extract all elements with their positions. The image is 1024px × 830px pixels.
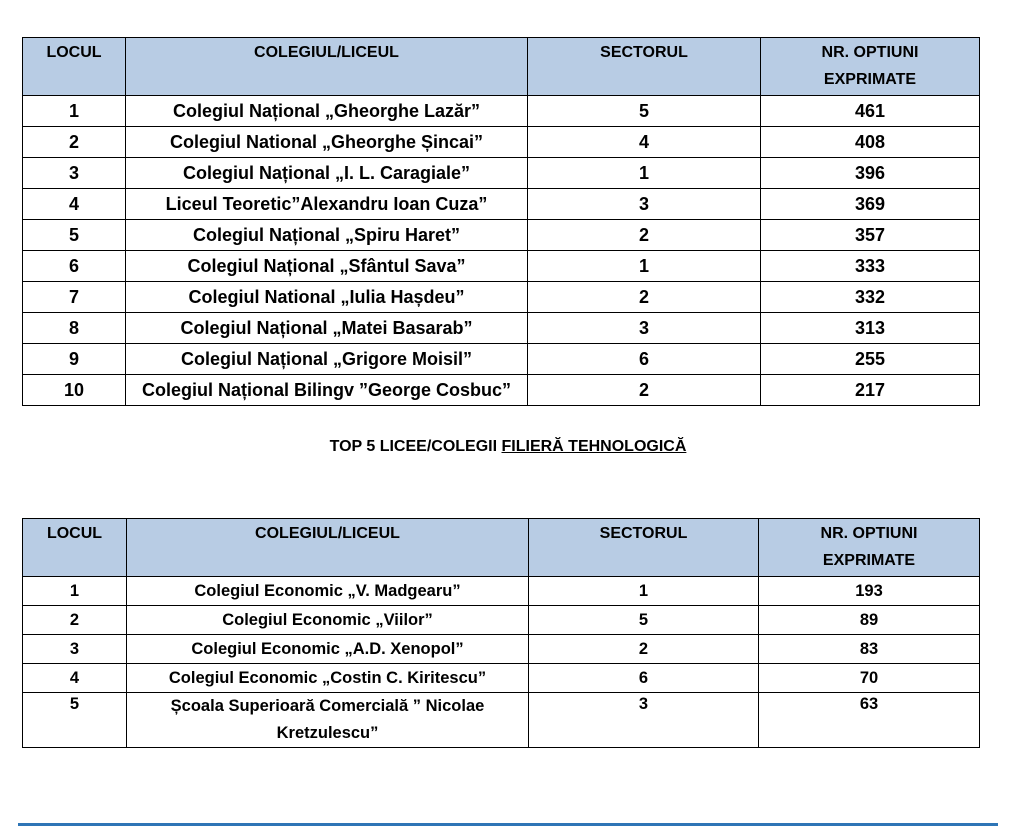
header-school: COLEGIUL/LICEUL	[126, 38, 528, 96]
school-cell: Colegiul Național „Sfântul Sava”	[126, 251, 528, 282]
sector-cell: 4	[528, 127, 761, 158]
school-cell: Colegiul Național Bilingv ”George Cosbuc”	[126, 375, 528, 406]
header-school: COLEGIUL/LICEUL	[127, 519, 529, 577]
school-cell: Colegiul Economic „Viilor”	[127, 606, 529, 635]
table-row	[23, 635, 980, 664]
school-line1: Școala Superioară Comercială ” Nicolae	[170, 697, 485, 715]
options-cell: 357	[761, 220, 980, 251]
rank-cell: 5	[23, 220, 126, 251]
school-cell: Colegiul Național „Gheorghe Lazăr”	[126, 96, 528, 127]
school-cell: Colegiul National „Iulia Hașdeu”	[126, 282, 528, 313]
section-heading	[0, 438, 1016, 456]
rank-cell: 1	[23, 577, 127, 606]
school-cell: Colegiul Economic „V. Madgearu”	[127, 577, 529, 606]
table-row	[23, 577, 980, 606]
top-5-technological-schools-table	[22, 518, 980, 748]
options-cell: 408	[761, 127, 980, 158]
school-cell: Colegiul Economic „A.D. Xenopol”	[127, 635, 529, 664]
header-rank: LOCUL	[23, 519, 127, 577]
heading-underlined: FILIERĂ TEHNOLOGICĂ	[501, 438, 687, 455]
options-cell: 89	[759, 606, 980, 635]
table-header-row	[23, 38, 980, 96]
school-cell: Colegiul Economic „Costin C. Kiritescu”	[127, 664, 529, 693]
school-line2: Kretzulescu”	[276, 724, 379, 742]
options-cell: 193	[759, 577, 980, 606]
header-options	[761, 38, 980, 96]
footer-divider	[18, 823, 998, 826]
school-cell: Colegiul Național „Spiru Haret”	[126, 220, 528, 251]
sector-cell: 5	[529, 606, 759, 635]
options-cell: 332	[761, 282, 980, 313]
table-row	[23, 96, 980, 127]
table-row	[23, 189, 980, 220]
rank-cell: 6	[23, 251, 126, 282]
options-cell: 70	[759, 664, 980, 693]
school-cell: Colegiul Național „Grigore Moisil”	[126, 344, 528, 375]
school-cell: Colegiul National „Gheorghe Șincai”	[126, 127, 528, 158]
table-row	[23, 282, 980, 313]
table-row	[23, 313, 980, 344]
sector-cell: 1	[528, 158, 761, 189]
header-sector: SECTORUL	[528, 38, 761, 96]
top-10-schools-table	[22, 37, 980, 406]
header-options	[759, 519, 980, 577]
sector-cell: 2	[529, 635, 759, 664]
sector-cell: 3	[528, 189, 761, 220]
rank-cell: 7	[23, 282, 126, 313]
header-options-line2: EXPRIMATE	[822, 552, 916, 569]
rank-cell: 3	[23, 635, 127, 664]
rank-cell: 1	[23, 96, 126, 127]
options-cell: 333	[761, 251, 980, 282]
header-options-line1: NR. OPTIUNI	[820, 525, 918, 542]
school-cell	[127, 693, 529, 748]
sector-cell: 2	[528, 220, 761, 251]
rank-cell: 4	[23, 189, 126, 220]
rank-cell: 2	[23, 127, 126, 158]
rank-cell: 4	[23, 664, 127, 693]
rank-cell: 3	[23, 158, 126, 189]
sector-cell: 1	[528, 251, 761, 282]
options-cell: 396	[761, 158, 980, 189]
rank-cell: 5	[23, 693, 127, 748]
sector-cell: 6	[528, 344, 761, 375]
rank-cell: 2	[23, 606, 127, 635]
header-options-line2: EXPRIMATE	[823, 71, 917, 88]
rank-cell: 8	[23, 313, 126, 344]
table-row	[23, 606, 980, 635]
header-sector: SECTORUL	[529, 519, 759, 577]
table-row	[23, 664, 980, 693]
header-options-line1: NR. OPTIUNI	[821, 44, 919, 61]
options-cell: 83	[759, 635, 980, 664]
school-cell: Colegiul Național „Matei Basarab”	[126, 313, 528, 344]
sector-cell: 2	[528, 282, 761, 313]
table-row	[23, 127, 980, 158]
table-row	[23, 693, 980, 748]
table-row	[23, 375, 980, 406]
sector-cell: 5	[528, 96, 761, 127]
options-cell: 369	[761, 189, 980, 220]
table-row	[23, 220, 980, 251]
options-cell: 63	[759, 693, 980, 748]
table-row	[23, 344, 980, 375]
school-cell: Liceul Teoretic”Alexandru Ioan Cuza”	[126, 189, 528, 220]
options-cell: 255	[761, 344, 980, 375]
rank-cell: 9	[23, 344, 126, 375]
rank-cell: 10	[23, 375, 126, 406]
table-row	[23, 158, 980, 189]
options-cell: 461	[761, 96, 980, 127]
sector-cell: 3	[528, 313, 761, 344]
sector-cell: 3	[529, 693, 759, 748]
table-header-row	[23, 519, 980, 577]
sector-cell: 1	[529, 577, 759, 606]
header-rank: LOCUL	[23, 38, 126, 96]
options-cell: 313	[761, 313, 980, 344]
options-cell: 217	[761, 375, 980, 406]
table-row	[23, 251, 980, 282]
school-cell: Colegiul Național „I. L. Caragiale”	[126, 158, 528, 189]
sector-cell: 6	[529, 664, 759, 693]
heading-prefix: TOP 5 LICEE/COLEGII	[329, 438, 502, 455]
sector-cell: 2	[528, 375, 761, 406]
